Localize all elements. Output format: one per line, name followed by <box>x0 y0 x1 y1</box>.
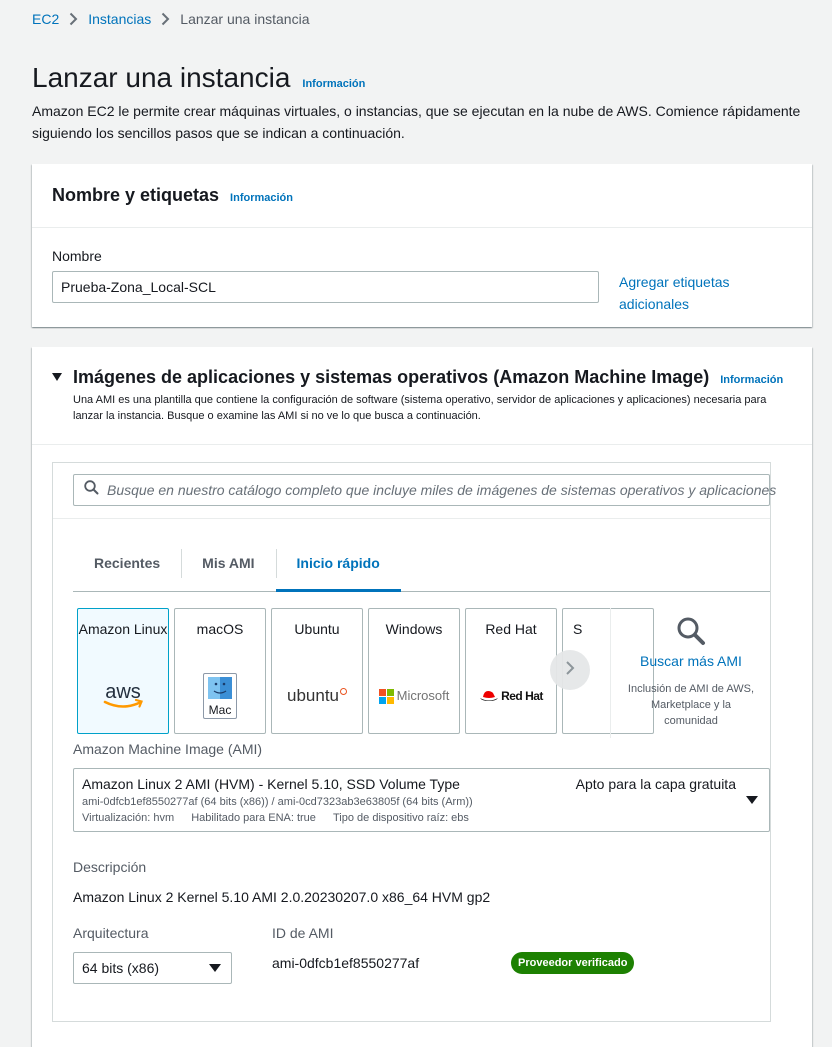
ubuntu-logo: ubuntu <box>272 671 362 721</box>
page-description <box>32 100 832 144</box>
chevron-right-icon <box>565 660 575 681</box>
aws-logo <box>78 671 168 721</box>
ami-id-value: ami-0dfcb1ef8550277af <box>272 955 420 971</box>
page-info-link[interactable]: Información <box>302 78 366 90</box>
ami-search-input[interactable] <box>73 474 777 506</box>
tile-red-hat[interactable] <box>465 608 557 734</box>
tab-inicio-rapido[interactable]: Inicio rápido <box>276 547 401 592</box>
ami-ids: ami-0dfcb1ef8550277af (64 bits (x86)) / ami-0cd7323ab3e63805f (64 bits (Arm)) <box>82 796 473 808</box>
tile-ubuntu[interactable] <box>271 608 363 734</box>
ami-info-link[interactable]: Información <box>720 374 784 386</box>
chevron-right-icon <box>69 12 78 26</box>
tile-label: Red Hat <box>485 621 537 637</box>
tab-recientes[interactable]: Recientes <box>94 555 161 571</box>
ami-root-device: Tipo de dispositivo raíz: ebs <box>332 812 469 824</box>
page-description-line-1: Amazon EC2 le permite crear máquinas virtuales, o instancias, que se ejecutan en la nube de AWS. Comience rápidamente <box>32 103 801 119</box>
ami-panel-title[interactable]: Imágenes de aplicaciones y sistemas operativos (Amazon Machine Image) <box>73 367 710 387</box>
tile-label: macOS <box>196 621 244 637</box>
verified-provider-badge: Proveedor verificado <box>511 952 634 974</box>
architecture-label: Arquitectura <box>73 925 149 941</box>
tiles-scroll-right-button[interactable] <box>550 650 590 690</box>
name-input[interactable]: Prueba-Zona_Local-SCL <box>52 271 599 303</box>
ami-panel <box>32 347 812 1047</box>
browse-more-ami-link[interactable]: Buscar más AMI <box>640 653 742 669</box>
ami-name: Amazon Linux 2 AMI (HVM) - Kernel 5.10, SSD Volume Type <box>82 776 460 792</box>
add-tags-link[interactable]: Agregar etiquetas adicionales <box>619 274 730 312</box>
aws-logo-text: aws <box>105 681 141 703</box>
breadcrumb-instancias-link[interactable]: Instancias <box>88 11 152 27</box>
chevron-right-icon <box>161 12 170 26</box>
name-tags-panel <box>32 164 812 327</box>
page-header <box>32 62 365 94</box>
tile-label: S <box>573 621 583 637</box>
free-tier-label: Apto para la capa gratuita <box>575 776 736 792</box>
search-icon <box>611 616 771 651</box>
quick-start-tiles <box>77 608 583 734</box>
caret-down-icon <box>209 964 221 972</box>
ami-id-label: ID de AMI <box>272 925 334 941</box>
tile-label: Ubuntu <box>294 621 340 637</box>
tile-windows[interactable] <box>368 608 460 734</box>
ami-selector-box <box>52 462 777 1022</box>
tile-amazon-linux[interactable] <box>77 608 169 734</box>
redhat-logo: Red Hat <box>466 671 556 721</box>
name-tags-header <box>32 164 812 228</box>
caret-down-icon[interactable] <box>52 373 62 381</box>
tile-label: Amazon Linux <box>78 621 168 637</box>
tab-mis-ami[interactable]: Mis AMI <box>181 547 275 592</box>
ami-select[interactable] <box>73 768 770 832</box>
page-description-line-2: siguiendo los sencillos pasos que se indican a continuación. <box>32 125 405 141</box>
tile-macos[interactable] <box>174 608 266 734</box>
breadcrumb <box>32 10 309 28</box>
browse-more-ami-description: Inclusión de AMI de AWS, Marketplace y la comunidad <box>627 683 755 727</box>
ami-tabs <box>73 547 770 592</box>
microsoft-logo: Microsoft <box>369 671 459 721</box>
description-value: Amazon Linux 2 Kernel 5.10 AMI 2.0.20230207.0 x86_64 HVM gp2 <box>73 889 491 905</box>
mac-finder-logo: Mac <box>175 671 265 721</box>
caret-down-icon <box>746 796 758 804</box>
breadcrumb-current: Lanzar una instancia <box>180 11 310 27</box>
page-title: Lanzar una instancia <box>32 62 291 93</box>
ami-select-label: Amazon Machine Image (AMI) <box>73 741 263 757</box>
ami-properties <box>82 810 761 826</box>
name-tags-title: Nombre y etiquetas <box>52 185 220 205</box>
ami-panel-header <box>32 347 812 445</box>
architecture-value: 64 bits (x86) <box>82 960 160 976</box>
ami-panel-description: Una AMI es una plantilla que contiene la configuración de software (sistema operativo, servidor de aplicaciones y aplicaciones) necesaria para lanzar la instancia. Busque o examine las AMI si no ve lo que busca a continuación. <box>73 394 767 422</box>
name-label: Nombre <box>52 248 102 264</box>
search-icon <box>84 480 99 500</box>
architecture-select[interactable] <box>73 952 232 984</box>
ami-virtualization: Virtualización: hvm <box>82 812 175 824</box>
search-placeholder: Busque en nuestro catálogo completo que incluye miles de imágenes de sistemas operativos y aplicaciones <box>107 482 777 498</box>
ami-search-zone <box>53 463 777 519</box>
browse-more-ami[interactable] <box>610 608 771 738</box>
tile-label: Windows <box>385 621 443 637</box>
breadcrumb-ec2-link[interactable]: EC2 <box>32 11 60 27</box>
ami-ena: Habilitado para ENA: true <box>191 812 316 824</box>
description-label: Descripción <box>73 859 147 875</box>
name-tags-info-link[interactable]: Información <box>230 192 293 204</box>
